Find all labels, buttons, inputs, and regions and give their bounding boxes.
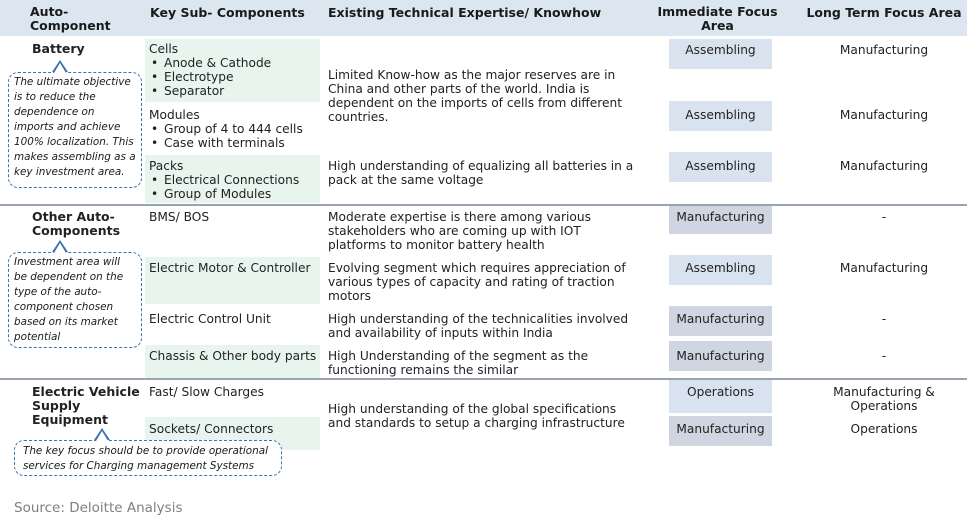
callout-other-auto-components: Investment area will be dependent on the type of the auto-component chosen based on its market potential (8, 252, 142, 348)
immediate-focus-value: Manufacturing (676, 349, 765, 363)
immediate-focus-value: Assembling (685, 43, 756, 57)
long-term-focus-value: - (881, 349, 887, 363)
callout-pointer (54, 63, 66, 73)
list-item: • Group of 4 to 444 cells (149, 122, 303, 136)
header-expertise: Existing Technical Expertise/ Knowhow (328, 5, 602, 20)
expertise-chassis: High Understanding of the segment as the functioning remains the similar (328, 349, 589, 377)
list-item: • Electrotype (149, 70, 271, 84)
expertise-evse: High understanding of the global specifications and standards to setup a charging infrastructure (328, 402, 625, 430)
expertise-motor: Evolving segment which requires appreciation of various types of capacity and rating of traction motors (328, 261, 626, 303)
list-item: • Case with terminals (149, 136, 303, 150)
long-term-focus-value: - (881, 312, 887, 326)
long-term-focus-value: Manufacturing & Operations (833, 385, 935, 413)
expertise-battery-cells: Limited Know-how as the major reserves are in China and other parts of the world. India is dependent on the imports of cells from different countries. (328, 68, 623, 124)
category-evse: Electric Vehicle Supply Equipment (32, 384, 140, 427)
long-term-focus-value: Manufacturing (839, 261, 929, 275)
immediate-focus-value: Manufacturing (676, 210, 765, 224)
callout-battery: The ultimate objective is to reduce the dependence on imports and achieve 100% localization. This makes assembling as a key investment area. (8, 72, 142, 188)
immediate-focus-value: Manufacturing (676, 422, 765, 436)
sub-electric-motor: Electric Motor & Controller (149, 261, 311, 275)
category-battery: Battery (32, 41, 85, 56)
expertise-battery-packs: High understanding of equalizing all batteries in a pack at the same voltage (328, 159, 634, 187)
immediate-focus-value: Manufacturing (676, 312, 765, 326)
immediate-focus-value: Assembling (685, 261, 756, 275)
sub-sockets-connectors: Sockets/ Connectors (149, 422, 274, 436)
header-immediate-focus: Immediate Focus Area (657, 4, 778, 33)
callout-pointer (96, 431, 108, 441)
immediate-focus-value: Operations (686, 385, 754, 399)
long-term-focus-value: Manufacturing (839, 159, 929, 173)
sub-bms-bos: BMS/ BOS (149, 210, 210, 224)
list-item: • Separator (149, 84, 271, 98)
list-item: • Electrical Connections (149, 173, 299, 187)
callout-evse: The key focus should be to provide operational services for Charging management Systems (14, 440, 282, 476)
long-term-focus-value: Manufacturing (839, 108, 929, 122)
sub-packs-list (149, 173, 299, 201)
immediate-focus-value: Assembling (685, 159, 756, 173)
header-auto-component: Auto- Component (30, 4, 111, 33)
sub-electric-control-unit: Electric Control Unit (149, 312, 271, 326)
sub-packs-title: Packs (149, 159, 184, 173)
list-item: • Anode & Cathode (149, 56, 271, 70)
sub-cells-title: Cells (149, 42, 179, 56)
section-divider (0, 378, 967, 380)
sub-chassis: Chassis & Other body parts (149, 349, 317, 363)
sub-modules-title: Modules (149, 108, 200, 122)
immediate-focus-value: Assembling (685, 108, 756, 122)
sub-cells-list (149, 56, 271, 98)
long-term-focus-value: Manufacturing (839, 43, 929, 57)
expertise-bms: Moderate expertise is there among various stakeholders who are coming up with IOT platforms to monitor battery health (328, 210, 591, 252)
expertise-ecu: High understanding of the technicalities involved and availability of inputs within India (328, 312, 629, 340)
category-other-auto-components: Other Auto- Components (32, 209, 121, 238)
long-term-focus-value: Operations (850, 422, 918, 436)
long-term-focus-value: - (881, 210, 887, 224)
sub-fast-slow-charges: Fast/ Slow Charges (149, 385, 264, 399)
sub-modules-list (149, 122, 303, 150)
list-item: • Group of Modules (149, 187, 299, 201)
header-long-term-focus: Long Term Focus Area (806, 5, 962, 20)
header-key-sub-components: Key Sub- Components (150, 5, 305, 20)
callout-pointer (54, 243, 66, 253)
source-note: Source: Deloitte Analysis (14, 500, 183, 516)
section-divider (0, 204, 967, 206)
